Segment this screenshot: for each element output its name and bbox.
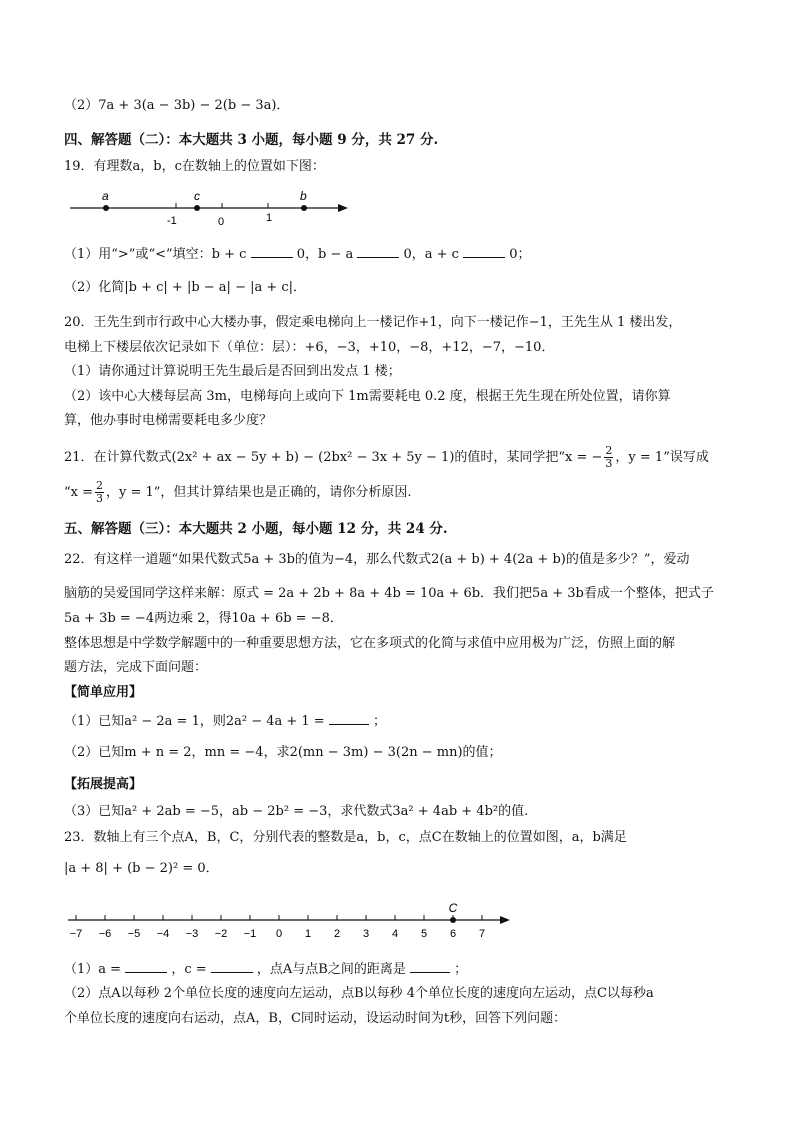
heading-simple-application: 【简单应用】 — [64, 685, 143, 700]
axis-tick-label: 6 — [449, 928, 457, 940]
label-c: c — [194, 189, 200, 203]
blank-q22-part1[interactable] — [329, 712, 369, 725]
axis-tick-label: −7 — [69, 928, 83, 940]
axis-tick-label: −5 — [127, 928, 141, 940]
q20-line2: 电梯上下楼层依次记录如下（单位：层）：+6，−3，+10，−8，+12，−7，−10． — [64, 340, 555, 355]
blank-c-value[interactable] — [211, 960, 253, 973]
tick-neg1: -1 — [167, 215, 177, 227]
q19-part1: （1）用“>”或“<”填空：b + c 0，b − a 0，a + c 0； — [64, 247, 531, 262]
q20-part2-line1: （2）该中心大楼每层高 3m，电梯每向上或向下 1m需要耗电 0.2 度，根据王先生现在所处位置，请你算 — [64, 389, 671, 404]
point-b — [301, 205, 307, 211]
q23-line1: 23．数轴上有三个点A，B，C，分别代表的整数是a，b，c，点C在数轴上的位置如图，a，b满足 — [64, 830, 627, 845]
axis-tick-label: 2 — [333, 928, 341, 940]
label-a: a — [102, 189, 109, 203]
axis-tick-label: 1 — [304, 928, 312, 940]
point-c-label: C — [448, 901, 458, 915]
q22-line3: 5a + 3b = −4两边乘 2，得10a + 6b = −8． — [64, 611, 343, 626]
fraction-2-3-b: $\frac{2}{3}$ — [96, 479, 104, 505]
q23-line2: |a + 8| + (b − 2)² = 0． — [64, 861, 219, 876]
axis-tick-label: −2 — [214, 928, 228, 940]
axis-tick-label: 4 — [391, 928, 399, 940]
q20-line1: 20．王先生到市行政中心大楼办事，假定乘电梯向上一楼记作+1，向下一楼记作−1，王先生从 1 楼出发， — [64, 315, 682, 330]
q19-number-line — [64, 184, 364, 230]
section-4-title: 四、解答题（二）：本大题共 3 小题，每小题 9 分，共 27 分. — [64, 132, 439, 148]
axis-tick-label: 5 — [420, 928, 428, 940]
heading-extension: 【拓展提高】 — [64, 777, 143, 792]
q22-part1: （1）已知a² − 2a = 1，则2a² − 4a + 1 = ； — [64, 714, 387, 729]
section-5-title: 五、解答题（三）：本大题共 2 小题，每小题 12 分，共 24 分. — [64, 521, 448, 537]
q23-part2-line1: （2）点A以每秒 2个单位长度的速度向左运动，点B以每秒 4个单位长度的速度向左运动，点C以每秒a — [64, 986, 654, 1001]
axis-tick-label: −3 — [185, 928, 199, 940]
axis-tick-label: −6 — [98, 928, 112, 940]
q20-part2-line2: 算，他办事时电梯需要耗电多少度？ — [64, 413, 273, 428]
q22-line5: 题方法，完成下面问题： — [64, 660, 208, 675]
q23-part1: （1）a = ，c = ，点A与点B之间的距离是 ； — [64, 962, 468, 977]
q19-stem: 19．有理数a，b，c在数轴上的位置如下图： — [64, 159, 325, 174]
axis-tick-label: 3 — [362, 928, 370, 940]
q22-line1: 22．有这样一道题“如果代数式5a + 3b的值为−4，那么代数式2(a + b) + 4(2a + b)的值是多少？”，爱动 — [64, 552, 690, 567]
point-c — [450, 917, 456, 923]
blank-b-minus-a[interactable] — [357, 245, 399, 258]
blank-a-plus-c[interactable] — [463, 245, 505, 258]
q22-line4: 整体思想是中学数学解题中的一种重要思想方法，它在多项式的化简与求值中应用极为广泛，仿照上面的解 — [64, 636, 676, 651]
axis-tick-label: −4 — [156, 928, 170, 940]
tick-0: 0 — [218, 216, 225, 228]
blank-distance-ab[interactable] — [410, 960, 450, 973]
tick-1: 1 — [266, 212, 273, 224]
q19-part2: （2）化简|b + c| + |b − a| − |a + c|． — [64, 280, 307, 295]
q22-part2: （2）已知m + n = 2，mn = −4，求2(mn − 3m) − 3(2n − mn)的值； — [64, 745, 502, 760]
q22-part3: （3）已知a² + 2ab = −5，ab − 2b² = −3，求代数式3a² + 4ab + 4b²的值. — [64, 804, 529, 819]
q23-number-line — [66, 898, 526, 942]
q23-part2-line2: 个单位长度的速度向右运动，点A，B，C同时运动，设运动时间为t秒，回答下列问题： — [64, 1011, 567, 1026]
label-b: b — [300, 189, 307, 203]
q18-part2: （2）7a + 3(a − 3b) − 2(b − 3a)． — [64, 98, 290, 113]
axis-tick-label: −1 — [243, 928, 257, 940]
blank-a-value[interactable] — [125, 960, 167, 973]
point-a — [103, 205, 109, 211]
axis-arrow — [500, 916, 510, 924]
q20-part1: （1）请你通过计算说明王先生最后是否回到出发点 1 楼； — [64, 364, 401, 379]
q21-line2: “x = $\frac{2}{3}$ ，y = 1”，但其计算结果也是正确的，请你分析原因. — [64, 479, 412, 505]
q22-line2: 脑筋的吴爱国同学这样来解：原式 = 2a + 2b + 8a + 4b = 10a + 6b．我们把5a + 3b看成一个整体，把式子 — [64, 586, 714, 601]
axis-tick-label: 0 — [275, 928, 283, 940]
fraction-2-3: $\frac{2}{3}$ — [605, 444, 613, 470]
blank-b-plus-c[interactable] — [251, 245, 293, 258]
point-c — [194, 205, 200, 211]
q21-line1: 21．在计算代数式(2x² + ax − 5y + b) − (2bx² − 3x + 5y − 1)的值时，某同学把“x = − $\frac{2}{3}$ ，y = 1”误写成 — [64, 444, 709, 470]
axis-tick-label: 7 — [478, 928, 486, 940]
